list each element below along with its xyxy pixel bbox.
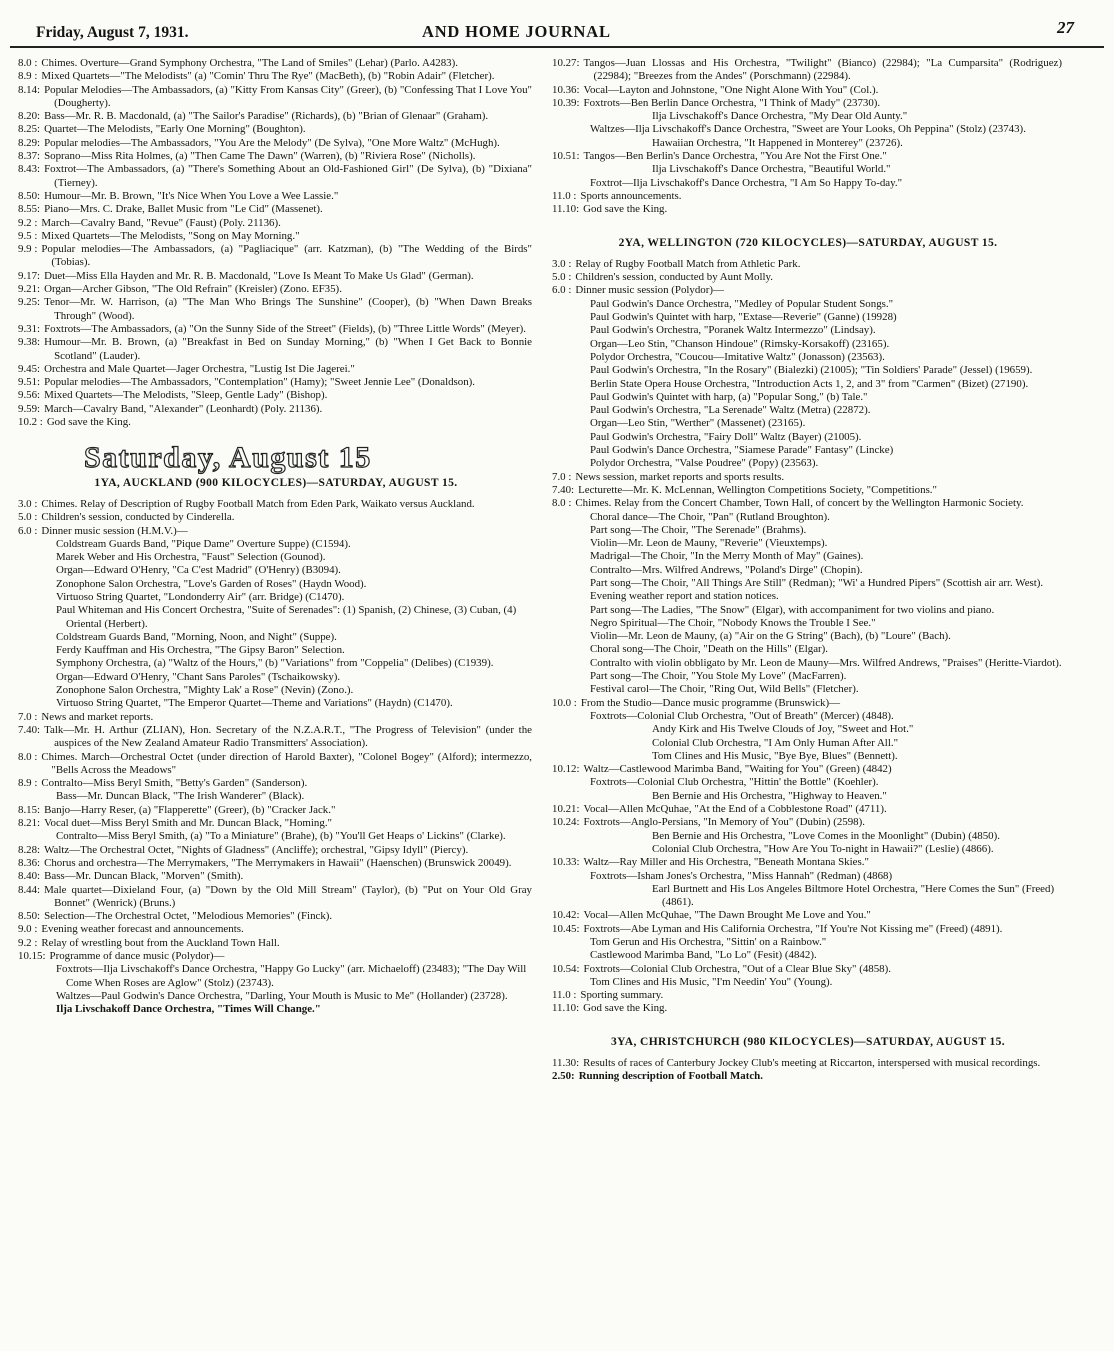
entry-time: 8.20: (18, 110, 41, 123)
programme-entry (552, 763, 1064, 776)
entry-text: Mixed Quartets—The Melodists, "Song on May Morning." (41, 229, 300, 242)
entry-text: Humour—Mr. B. Brown, (a) "Breakfast in Bed on Sunday Morning," (b) "When I Get Back to Bonnie Scotland" (Lauder). (44, 336, 532, 362)
programme-subentry: Foxtrots—Ilja Livschakoff's Dance Orchestra, "Happy Go Lucky" (arr. Michaeloff) (23483); "The Day Will Come When Roses are Aglow" (Stolz) (23743). (56, 963, 527, 989)
programme-entry (552, 284, 1064, 297)
programme-entry (18, 243, 534, 270)
entry-time: 8.37: (18, 150, 41, 163)
christchurch-programme (552, 1057, 1064, 1084)
programme-entry (552, 1057, 1064, 1070)
programme-subentry: Earl Burtnett and His Los Angeles Biltmore Hotel Orchestra, "Here Comes the Sun" (Freed) (4861). (652, 882, 1055, 909)
entry-time: 11.30: (552, 1057, 580, 1070)
programme-entry (552, 84, 1064, 97)
programme-subentry: Choral song—The Choir, "Death on the Hills" (Elgar). (590, 643, 829, 656)
entry-text: Mixed Quartets—The Melodists, "Sleep, Gentle Lady" (Bishop). (44, 389, 328, 402)
entry-text: Vocal duet—Miss Beryl Smith and Mr. Duncan Black, "Homing." (44, 817, 332, 830)
entry-text: News and market reports. (41, 710, 154, 723)
entry-time: 8.44: (18, 883, 41, 896)
programme-subentry: Symphony Orchestra, (a) "Waltz of the Hours," (b) "Variations" from "Coppelia" (Delibes) (C1939). (56, 657, 494, 670)
entry-text: Bass—Mr. Duncan Black, "Morven" (Smith). (44, 870, 244, 883)
entry-time: 7.0 : (18, 710, 38, 723)
programme-entry (18, 57, 534, 70)
programme-subentry: Tom Clines and His Music, "I'm Needin' You" (Young). (590, 975, 833, 988)
entry-text: Piano—Mrs. C. Drake, Ballet Music from "Le Cid" (Massenet). (44, 203, 323, 216)
programme-entry (552, 471, 1064, 484)
entry-time: 11.0 : (552, 189, 577, 202)
programme-subentry: Hawaiian Orchestra, "It Happened in Monterey" (23726). (652, 136, 903, 149)
programme-entry (18, 150, 534, 163)
entry-time: 8.40: (18, 870, 41, 883)
entry-time: 9.0 : (18, 923, 38, 936)
entry-time: 8.9 : (18, 777, 38, 790)
programme-entry (18, 804, 534, 817)
programme-subentry: Organ—Edward O'Henry, "Chant Sans Paroles" (Tschaikowsky). (56, 670, 341, 683)
programme-subentry: Marek Weber and His Orchestra, "Faust" Selection (Gounod). (56, 551, 326, 564)
entry-text: Foxtrot—The Ambassadors, (a) "There's Something About an Old-Fashioned Girl" (De Sylva), (b) "Dixiana" (Tierney). (44, 163, 532, 189)
programme-entry (18, 870, 534, 883)
entry-time: 5.0 : (552, 271, 572, 284)
programme-entry (18, 857, 534, 870)
entry-text: Results of races of Canterbury Jockey Club's meeting at Riccarton, interspersed with musical recordings. (583, 1057, 1041, 1070)
entry-text: News session, market reports and sports results. (575, 470, 785, 483)
entry-text: Chimes. March—Orchestral Octet (under direction of Harold Baxter), "Colonel Bogey" (Alford); intermezzo, "Bells Across the Meadows" (41, 750, 532, 776)
programme-subentry: Waltzes—Ilja Livschakoff's Dance Orchestra, "Sweet are Your Looks, Oh Peppina" (Stolz) (23743). (590, 123, 1026, 136)
right-top-programme (552, 57, 1064, 217)
entry-text: Humour—Mr. B. Brown, "It's Nice When You Love a Wee Lassie." (44, 189, 339, 202)
entry-text: Vocal—Layton and Johnstone, "One Night Alone With You" (Col.). (583, 83, 879, 96)
page-number: 27 (1057, 18, 1074, 37)
programme-subentry: Part song—The Choir, "You Stole My Love" (MacFarren). (590, 670, 847, 683)
entry-time: 8.55: (18, 203, 41, 216)
programme-subentry: Coldstream Guards Band, "Pique Dame" Overture Suppe) (C1594). (56, 537, 351, 550)
programme-entry (552, 150, 1064, 163)
programme-subentry: Foxtrot—Ilja Livschakoff's Dance Orchestra, "I Am So Happy To-day." (590, 176, 903, 189)
programme-entry (18, 937, 534, 950)
entry-time: 9.17: (18, 269, 41, 282)
entry-time: 9.21: (18, 283, 41, 296)
entry-text: Popular melodies—The Ambassadors, "You Are the Melody" (De Sylva), "One More Waltz" (McHugh). (44, 136, 500, 149)
entry-text: Tenor—Mr. W. Harrison, (a) "The Man Who Brings The Sunshine" (Cooper), (b) "When Dawn Breaks Through" (Wood). (44, 296, 532, 322)
entry-time: 10.51: (552, 150, 580, 163)
entry-time: 8.28: (18, 843, 41, 856)
programme-entry (18, 376, 534, 389)
programme-subentry: Tom Gerun and His Orchestra, "Sittin' on a Rainbow." (590, 936, 827, 948)
programme-subentry: Evening weather report and station notices. (590, 590, 779, 603)
entry-text: Tangos—Ben Berlin's Dance Orchestra, "You Are Not the First One." (583, 150, 887, 163)
programme-entry (552, 271, 1064, 284)
programme-subentry: Foxtrots—Colonial Club Orchestra, "Out of Breath" (Mercer) (4848). (590, 709, 894, 722)
programme-subentry: Organ—Leo Stin, "Werther" (Massenet) (23165). (590, 417, 806, 430)
programme-subentry: Madrigal—The Choir, "In the Merry Month of May" (Gaines). (590, 550, 864, 563)
entry-text: Orchestra and Male Quartet—Jager Orchestra, "Lustig Ist Die Jagerei." (44, 362, 355, 375)
programme-entry (18, 84, 534, 111)
entry-text: Selection—The Orchestral Octet, "Melodious Memories" (Finck). (44, 910, 333, 923)
programme-subentry: Contralto with violin obbligato by Mr. Leon de Mauny—Mrs. Wilfred Andrews, "Praises" (Heritte-Viardot). (590, 656, 1062, 669)
entry-time: 8.25: (18, 123, 41, 136)
entry-text: Sporting summary. (580, 989, 664, 1002)
programme-subentry: Zonophone Salon Orchestra, "Love's Garden of Roses" (Haydn Wood). (56, 577, 367, 590)
programme-entry (18, 884, 534, 911)
programme-entry (18, 190, 534, 203)
entry-text: Male quartet—Dixieland Four, (a) "Down by the Old Mill Stream" (Taylor), (b) "Put on Your Old Gray Bonnet" (Wenrick) (Bruns.) (44, 883, 532, 909)
entry-time: 10.24: (552, 816, 580, 829)
entry-text: Foxtrots—Anglo-Persians, "In Memory of You" (Dubin) (2598). (583, 816, 865, 829)
programme-entry (552, 803, 1064, 816)
entry-time: 10.33: (552, 856, 580, 869)
entry-time: 8.50: (18, 189, 41, 202)
programme-subentry: Festival carol—The Choir, "Ring Out, Wild Bells" (Fletcher). (590, 683, 859, 696)
entry-text: Dinner music session (Polydor)— (575, 284, 724, 297)
wellington-heading: 2YA, WELLINGTON (720 KILOCYCLES)—SATURDAY, AUGUST 15. (618, 236, 998, 249)
programme-entry (18, 296, 534, 323)
programme-entry (552, 816, 1064, 829)
programme-entry (552, 1070, 1064, 1083)
entry-text: Chimes. Overture—Grand Symphony Orchestra, "The Land of Smiles" (Lehar) (Parlo. A4283). (41, 57, 458, 69)
entry-text: Popular melodies—The Ambassadors, "Contemplation" (Hamy); "Sweet Jennie Lee" (Donaldson). (44, 376, 476, 389)
entry-time: 8.0 : (18, 57, 38, 69)
programme-entry (18, 137, 534, 150)
entry-text: Foxtrots—Abe Lyman and His California Orchestra, "If You're Not Kissing me" (Freed) (4891). (583, 922, 1003, 935)
programme-subentry: Paul Godwin's Orchestra, "Poranek Waltz Intermezzo" (Lindsay). (590, 324, 876, 337)
entry-time: 11.10: (552, 1002, 580, 1015)
entry-time: 10.0 : (552, 696, 577, 709)
programme-subentry: Negro Spiritual—The Choir, "Nobody Knows the Trouble I See." (590, 616, 876, 629)
programme-entry (552, 989, 1064, 1002)
programme-subentry: Ilja Livschakoff Dance Orchestra, "Times Will Change." (56, 1003, 321, 1016)
entry-text: Vocal—Allen McQuhae, "The Dawn Brought Me Love and You." (583, 909, 871, 922)
programme-subentry: Part song—The Choir, "The Serenade" (Brahms). (590, 523, 807, 536)
entry-text: God save the King. (46, 416, 131, 429)
entry-text: Chimes. Relay from the Concert Chamber, Town Hall, of concert by the Wellington Harmonic Society. (575, 497, 1024, 510)
entry-text: Relay of wrestling bout from the Auckland Town Hall. (41, 936, 280, 949)
programme-subentry: Bass—Mr. Duncan Black, "The Irish Wanderer" (Black). (56, 790, 305, 803)
entry-time: 10.42: (552, 909, 580, 922)
saturday-heading: Saturday, August 15 (84, 441, 372, 475)
entry-text: From the Studio—Dance music programme (Brunswick)— (580, 696, 841, 709)
programme-entry (552, 909, 1064, 922)
entry-time: 7.0 : (552, 470, 572, 483)
entry-time: 8.0 : (552, 497, 572, 510)
entry-time: 2.50: (552, 1070, 575, 1083)
entry-text: Relay of Rugby Football Match from Athletic Park. (575, 257, 801, 270)
programme-entry (552, 497, 1064, 510)
header-date: Friday, August 7, 1931. (36, 24, 189, 41)
entry-text: Duet—Miss Ella Hayden and Mr. R. B. Macdonald, "Love Is Meant To Make Us Glad" (German). (44, 269, 474, 282)
programme-entry (552, 190, 1064, 203)
programme-subentry: Part song—The Ladies, "The Snow" (Elgar), with accompaniment for two violins and piano. (590, 603, 995, 616)
entry-time: 10.27: (552, 57, 580, 69)
programme-subentry: Foxtrots—Isham Jones's Orchestra, "Miss Hannah" (Redman) (4868) (590, 869, 893, 882)
entry-text: Popular Melodies—The Ambassadors, (a) "Kitty From Kansas City" (Greer), (b) "Confessing That I Love You" (Dougherty). (44, 83, 532, 109)
programme-subentry: Virtuoso String Quartet, "Londonderry Air" (arr. Bridge) (C1470). (56, 590, 345, 603)
entry-time: 8.50: (18, 910, 41, 923)
programme-entry (18, 323, 534, 336)
entry-time: 6.0 : (18, 524, 38, 537)
programme-subentry: Foxtrots—Colonial Club Orchestra, "Hittin' the Bottle" (Koehler). (590, 776, 879, 789)
programme-subentry: Polydor Orchestra, "Valse Poudree" (Popy) (23563). (590, 457, 819, 470)
entry-text: Foxtrots—Ben Berlin Dance Orchestra, "I Think of Mady" (23730). (583, 96, 881, 109)
entry-text: Quartet—The Melodists, "Early One Morning" (Boughton). (44, 123, 306, 136)
entry-time: 10.36: (552, 83, 580, 96)
entry-text: March—Cavalry Band, "Revue" (Faust) (Poly. 21136). (41, 216, 281, 229)
programme-entry (18, 950, 534, 963)
programme-entry (552, 203, 1064, 216)
programme-entry (552, 97, 1064, 110)
entry-time: 8.0 : (18, 750, 38, 763)
entry-text: March—Cavalry Band, "Alexander" (Leonhardt) (Poly. 21136). (44, 402, 323, 415)
programme-entry (18, 123, 534, 136)
entry-time: 11.10: (552, 203, 580, 216)
programme-entry (552, 923, 1064, 936)
programme-subentry: Colonial Club Orchestra, "How Are You To-night in Hawaii?" (Leslie) (4866). (652, 842, 994, 855)
entry-time: 10.21: (552, 803, 580, 816)
programme-subentry: Paul Godwin's Orchestra, "Fairy Doll" Waltz (Bayer) (21005). (590, 430, 862, 443)
auckland-programme (18, 498, 534, 1017)
entry-text: Soprano—Miss Rita Holmes, (a) "Then Came The Dawn" (Warren), (b) "Riviera Rose" (Nicholls). (44, 150, 476, 163)
entry-text: Chorus and orchestra—The Merrymakers, "The Merrymakers in Hawaii" (Haenschen) (Brunswick 20049). (44, 856, 512, 869)
programme-subentry: Colonial Club Orchestra, "I Am Only Human After All." (652, 736, 899, 749)
programme-subentry: Andy Kirk and His Twelve Clouds of Joy, "Sweet and Hot." (652, 723, 914, 736)
programme-subentry: Berlin State Opera House Orchestra, "Introduction Acts 1, 2, and 3" from "Carmen" (Bizet) (27190). (590, 377, 1029, 390)
programme-entry (18, 777, 534, 790)
programme-entry (18, 511, 534, 524)
programme-subentry: Castlewood Marimba Band, "Lo Lo" (Fesit) (4842). (590, 949, 817, 962)
programme-entry (18, 498, 534, 511)
entry-time: 3.0 : (18, 497, 38, 510)
entry-time: 9.5 : (18, 229, 38, 242)
programme-subentry: Waltzes—Paul Godwin's Dance Orchestra, "Darling, Your Mouth is Music to Me" (Hollander) (23728). (56, 989, 508, 1002)
entry-text: Children's session, conducted by Aunt Molly. (575, 271, 773, 284)
programme-entry (18, 711, 534, 724)
programme-subentry: Paul Godwin's Quintet with harp, "Extase—Reverie" (Ganne) (19928) (590, 311, 897, 324)
entry-time: 9.38: (18, 336, 41, 349)
programme-subentry: Ilja Livschakoff's Dance Orchestra, "Beautiful World." (652, 163, 891, 176)
programme-subentry: Paul Godwin's Orchestra, "In the Rosary" (Bialezki) (21005); "Tin Soldiers' Parade" (Jessel) (19659). (590, 364, 1033, 377)
programme-entry (552, 57, 1064, 84)
programme-subentry: Part song—The Choir, "All Things Are Still" (Redman); "Wi' a Hundred Pipers" (Scottish air arr. West). (590, 576, 1044, 589)
programme-entry (18, 910, 534, 923)
wellington-programme (552, 258, 1064, 1016)
entry-time: 8.9 : (18, 70, 38, 83)
entry-text: Evening weather forecast and announcements. (41, 923, 244, 936)
programme-subentry: Paul Godwin's Quintet with harp, (a) "Popular Song," (b) Tale." (590, 390, 868, 403)
programme-entry (18, 203, 534, 216)
christchurch-heading: 3YA, CHRISTCHURCH (980 KILOCYCLES)—SATURDAY, AUGUST 15. (610, 1035, 1006, 1048)
entry-time: 8.43: (18, 163, 41, 176)
entry-text: Foxtrots—The Ambassadors, (a) "On the Sunny Side of the Street" (Fields), (b) "Three Little Words" (Meyer). (44, 322, 526, 335)
programme-subentry: Contralto—Mrs. Wilfred Andrews, "Poland's Dirge" (Chopin). (590, 563, 863, 576)
programme-entry (18, 110, 534, 123)
programme-subentry: Ben Bernie and His Orchestra, "Love Comes in the Moonlight" (Dubin) (4850). (652, 829, 1000, 842)
entry-text: God save the King. (583, 203, 668, 216)
programme-entry (552, 963, 1064, 976)
entry-time: 8.14: (18, 83, 41, 96)
entry-time: 7.40: (552, 483, 575, 496)
programme-entry (552, 856, 1064, 869)
entry-time: 10.12: (552, 763, 580, 776)
programme-subentry: Violin—Mr. Leon de Mauny, (a) "Air on the G String" (Bach), (b) "Loure" (Bach). (590, 630, 951, 643)
entry-time: 9.45: (18, 362, 41, 375)
entry-text: Contralto—Miss Beryl Smith, "Betty's Garden" (Sanderson). (41, 777, 308, 790)
entry-time: 10.39: (552, 96, 580, 109)
header-title: AND HOME JOURNAL (422, 22, 611, 41)
entry-time: 8.21: (18, 817, 41, 830)
entry-time: 5.0 : (18, 511, 38, 524)
programme-subentry: Contralto—Miss Beryl Smith, (a) "To a Miniature" (Brahe), (b) "You'll Get Heaps o' Lickins" (Clarke). (56, 830, 506, 843)
programme-entry (552, 1002, 1064, 1015)
programme-entry (18, 844, 534, 857)
entry-text: Popular melodies—The Ambassadors, (a) "Pagliacique" (arr. Katzman), (b) "The Wedding of the Birds" (Tobias). (41, 243, 532, 269)
entry-time: 8.29: (18, 136, 41, 149)
left-column (18, 57, 534, 1016)
programme-entry (552, 484, 1064, 497)
programme-subentry: Tom Clines and His Music, "Bye Bye, Blues" (Bennett). (652, 749, 898, 762)
programme-entry (552, 258, 1064, 271)
programme-entry (18, 416, 534, 429)
programme-subentry: Polydor Orchestra, "Coucou—Imitative Waltz" (Jonasson) (23563). (590, 350, 885, 363)
entry-time: 9.2 : (18, 216, 38, 229)
entry-text: Foxtrots—Colonial Club Orchestra, "Out of a Clear Blue Sky" (4858). (583, 962, 891, 975)
programme-entry (18, 217, 534, 230)
entry-text: Dinner music session (H.M.V.)— (41, 524, 188, 537)
programme-entry (18, 389, 534, 402)
programme-entry (18, 163, 534, 190)
entry-time: 9.25: (18, 296, 41, 309)
header-rule (10, 46, 1104, 48)
entry-time: 9.51: (18, 376, 41, 389)
entry-text: Sports announcements. (580, 189, 682, 202)
entry-text: Talk—Mr. H. Arthur (ZLIAN), Hon. Secretary of the N.Z.A.R.T., "The Progress of Television" (under the auspices of the New Zealand Amateur Radio Transmitters' Association). (44, 723, 532, 750)
programme-subentry: Virtuoso String Quartet, "The Emperor Quartet—Theme and Variations" (Haydn) (C1470). (56, 697, 453, 710)
programme-subentry: Paul Godwin's Dance Orchestra, "Siamese Parade" Fantasy" (Lincke) (590, 444, 894, 457)
programme-entry (18, 336, 534, 363)
programme-entry (18, 923, 534, 936)
programme-subentry: Paul Whiteman and His Concert Orchestra, "Suite of Serenades": (1) Spanish, (2) Chinese, (3) Cuban, (4) Oriental (Herbert). (56, 604, 517, 630)
programme-entry (18, 525, 534, 538)
programme-subentry: Choral dance—The Choir, "Pan" (Rutland Broughton). (590, 510, 830, 523)
right-column (552, 57, 1064, 1084)
entry-time: 9.31: (18, 322, 41, 335)
entry-time: 9.2 : (18, 936, 38, 949)
programme-entry (18, 817, 534, 830)
entry-text: Tangos—Juan Llossas and His Orchestra, "Twilight" (Bianco) (22984); "La Cumparsita" (Rodriguez) (22984); "Breezes from the Andes" (Porschmann) (22984). (583, 57, 1062, 83)
entry-time: 9.56: (18, 389, 41, 402)
entry-time: 10.2 : (18, 416, 43, 429)
entry-text: Running description of Football Match. (578, 1070, 763, 1083)
programme-entry (18, 403, 534, 416)
programme-entry (18, 230, 534, 243)
programme-entry (18, 70, 534, 83)
programme-entry (18, 751, 534, 778)
entry-time: 3.0 : (552, 257, 572, 270)
entry-time: 10.45: (552, 922, 580, 935)
entry-text: God save the King. (583, 1002, 668, 1015)
entry-time: 8.15: (18, 803, 41, 816)
entry-time: 10.54: (552, 962, 580, 975)
entry-text: Vocal—Allen McQuhae, "At the End of a Cobblestone Road" (4711). (583, 803, 887, 816)
auckland-heading: 1YA, AUCKLAND (900 KILOCYCLES)—SATURDAY, AUGUST 15. (94, 476, 458, 489)
left-top-programme (18, 57, 534, 429)
entry-text: Waltz—The Orchestral Octet, "Nights of Gladness" (Ancliffe); orchestral, "Gipsy Idyll" (Piercy). (44, 843, 469, 856)
programme-entry (18, 724, 534, 751)
programme-subentry: Violin—Mr. Leon de Mauny, "Reverie" (Vieuxtemps). (590, 537, 828, 550)
page-header (36, 18, 1074, 48)
entry-text: Banjo—Harry Reser, (a) "Flapperette" (Greer), (b) "Cracker Jack." (44, 803, 336, 816)
entry-time: 6.0 : (552, 284, 572, 297)
programme-entry (18, 270, 534, 283)
entry-text: Chimes. Relay of Description of Rugby Football Match from Eden Park, Waikato versus Auckland. (41, 497, 475, 510)
entry-text: Children's session, conducted by Cinderella. (41, 511, 235, 524)
programme-entry (552, 697, 1064, 710)
entry-time: 11.0 : (552, 989, 577, 1002)
programme-subentry: Organ—Leo Stin, "Chanson Hindoue" (Rimsky-Korsakoff) (23165). (590, 337, 890, 350)
programme-entry (18, 363, 534, 376)
entry-time: 10.15: (18, 950, 46, 962)
entry-text: Organ—Archer Gibson, "The Old Refrain" (Kreisler) (Zono. EF35). (44, 283, 342, 296)
entry-time: 8.36: (18, 856, 41, 869)
entry-text: Waltz—Ray Miller and His Orchestra, "Beneath Montana Skies." (583, 856, 869, 869)
entry-text: Waltz—Castlewood Marimba Band, "Waiting for You" (Green) (4842) (583, 763, 892, 776)
programme-entry (18, 283, 534, 296)
entry-text: Programme of dance music (Polydor)— (49, 950, 225, 962)
entry-time: 9.9 : (18, 243, 38, 256)
programme-subentry: Coldstream Guards Band, "Morning, Noon, and Night" (Suppe). (56, 630, 337, 643)
programme-subentry: Ben Bernie and His Orchestra, "Highway to Heaven." (652, 789, 887, 802)
programme-subentry: Paul Godwin's Orchestra, "La Serenade" Waltz (Metra) (22872). (590, 404, 871, 417)
programme-subentry: Paul Godwin's Dance Orchestra, "Medley of Popular Student Songs." (590, 297, 894, 310)
programme-subentry: Ilja Livschakoff's Dance Orchestra, "My Dear Old Aunty." (652, 110, 908, 123)
entry-time: 7.40: (18, 723, 41, 736)
programme-subentry: Zonophone Salon Orchestra, "Mighty Lak' a Rose" (Nevin) (Zono.). (56, 684, 354, 697)
programme-subentry: Organ—Edward O'Henry, "Ca C'est Madrid" (O'Henry) (B3094). (56, 564, 341, 577)
programme-subentry: Ferdy Kauffman and His Orchestra, "The Gipsy Baron" Selection. (56, 644, 345, 657)
entry-time: 9.59: (18, 402, 41, 415)
entry-text: Lecturette—Mr. K. McLennan, Wellington Competitions Society, "Competitions." (578, 483, 937, 496)
entry-text: Bass—Mr. R. B. Macdonald, (a) "The Sailor's Paradise" (Richards), (b) "Brian of Glenaar" (Graham). (44, 110, 489, 123)
entry-text: Mixed Quartets—"The Melodists" (a) "Comin' Thru The Rye" (MacBeth), (b) "Robin Adair" (Fletcher). (41, 70, 495, 83)
